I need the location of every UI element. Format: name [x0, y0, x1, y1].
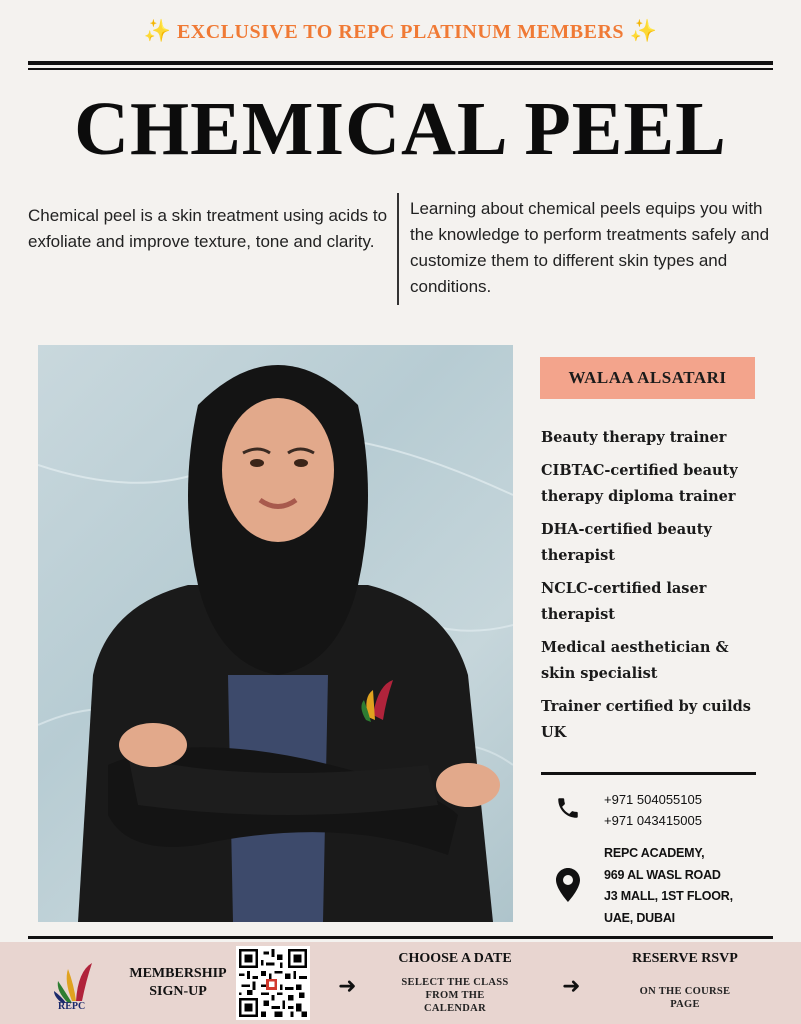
phone-numbers: [604, 789, 702, 831]
qr-code[interactable]: [236, 946, 310, 1020]
qr-code-icon: [239, 949, 307, 1017]
top-rule: [28, 61, 773, 65]
qualification-item: Medical aesthetician & skin specialist: [541, 639, 729, 682]
sparkle-icon: ✨: [143, 18, 172, 43]
vertical-divider: [397, 193, 399, 305]
arrow-right-icon: ➜: [338, 973, 357, 998]
qualification-item: DHA-certified beauty therapist: [541, 521, 712, 564]
trainer-portrait-illustration: [38, 345, 513, 922]
contact-divider: [541, 772, 756, 775]
step-sub-line: CALENDAR: [424, 1003, 486, 1014]
reserve-rsvp-description: [615, 985, 755, 1011]
location-pin-icon: [556, 868, 580, 902]
choose-date-title: CHOOSE A DATE: [398, 951, 512, 966]
choose-date-description: [385, 976, 525, 1015]
exclusive-banner: [0, 18, 801, 44]
footer-rule: [28, 936, 773, 939]
qualification-item: CIBTAC-certified beauty therapy diploma trainer: [541, 462, 738, 505]
membership-line: SIGN-UP: [149, 984, 207, 999]
qualification-item: Trainer certified by cuilds UK: [541, 698, 751, 741]
description-right: Learning about chemical peels equips you with the knowledge to perform treatments safely and customize them to different skin types and conditions.: [410, 199, 770, 296]
trainer-name-badge: WALAA ALSATARI: [540, 357, 755, 399]
qualification-item: NCLC-certified laser therapist: [541, 580, 707, 623]
step-sub-line: PAGE: [670, 999, 700, 1010]
logo-text: REPC: [58, 1001, 86, 1012]
description-left: Chemical peel is a skin treatment using acids to exfoliate and improve texture, tone and clarity.: [28, 206, 388, 251]
membership-line: MEMBERSHIP: [129, 966, 227, 981]
phone-icon: [555, 793, 581, 823]
banner-text: EXCLUSIVE TO REPC PLATINUM MEMBERS: [176, 21, 625, 43]
page-title: CHEMICAL PEEL: [74, 87, 727, 171]
step-sub-line: SELECT THE CLASS: [401, 977, 509, 988]
membership-signup-label[interactable]: [120, 965, 236, 1001]
top-rule-thin: [28, 68, 773, 70]
phone-number[interactable]: +971 504055105: [604, 792, 702, 807]
address-block: [604, 843, 733, 929]
step-sub-line: FROM THE: [425, 990, 485, 1001]
arrow-right-icon: ➜: [562, 973, 581, 998]
sparkle-icon: ✨: [629, 18, 658, 43]
step-sub-line: ON THE COURSE: [639, 986, 731, 997]
trainer-photo: [38, 345, 513, 922]
qualifications-list: [541, 425, 766, 753]
reserve-rsvp-title: RESERVE RSVP: [632, 951, 738, 966]
address-line: 969 AL WASL ROAD: [604, 867, 721, 882]
address-line: UAE, DUBAI: [604, 910, 675, 925]
address-line: REPC ACADEMY,: [604, 846, 705, 860]
phone-number[interactable]: +971 043415005: [604, 813, 702, 828]
qualification-item: Beauty therapy trainer: [541, 429, 727, 446]
address-line: J3 MALL, 1ST FLOOR,: [604, 889, 733, 903]
